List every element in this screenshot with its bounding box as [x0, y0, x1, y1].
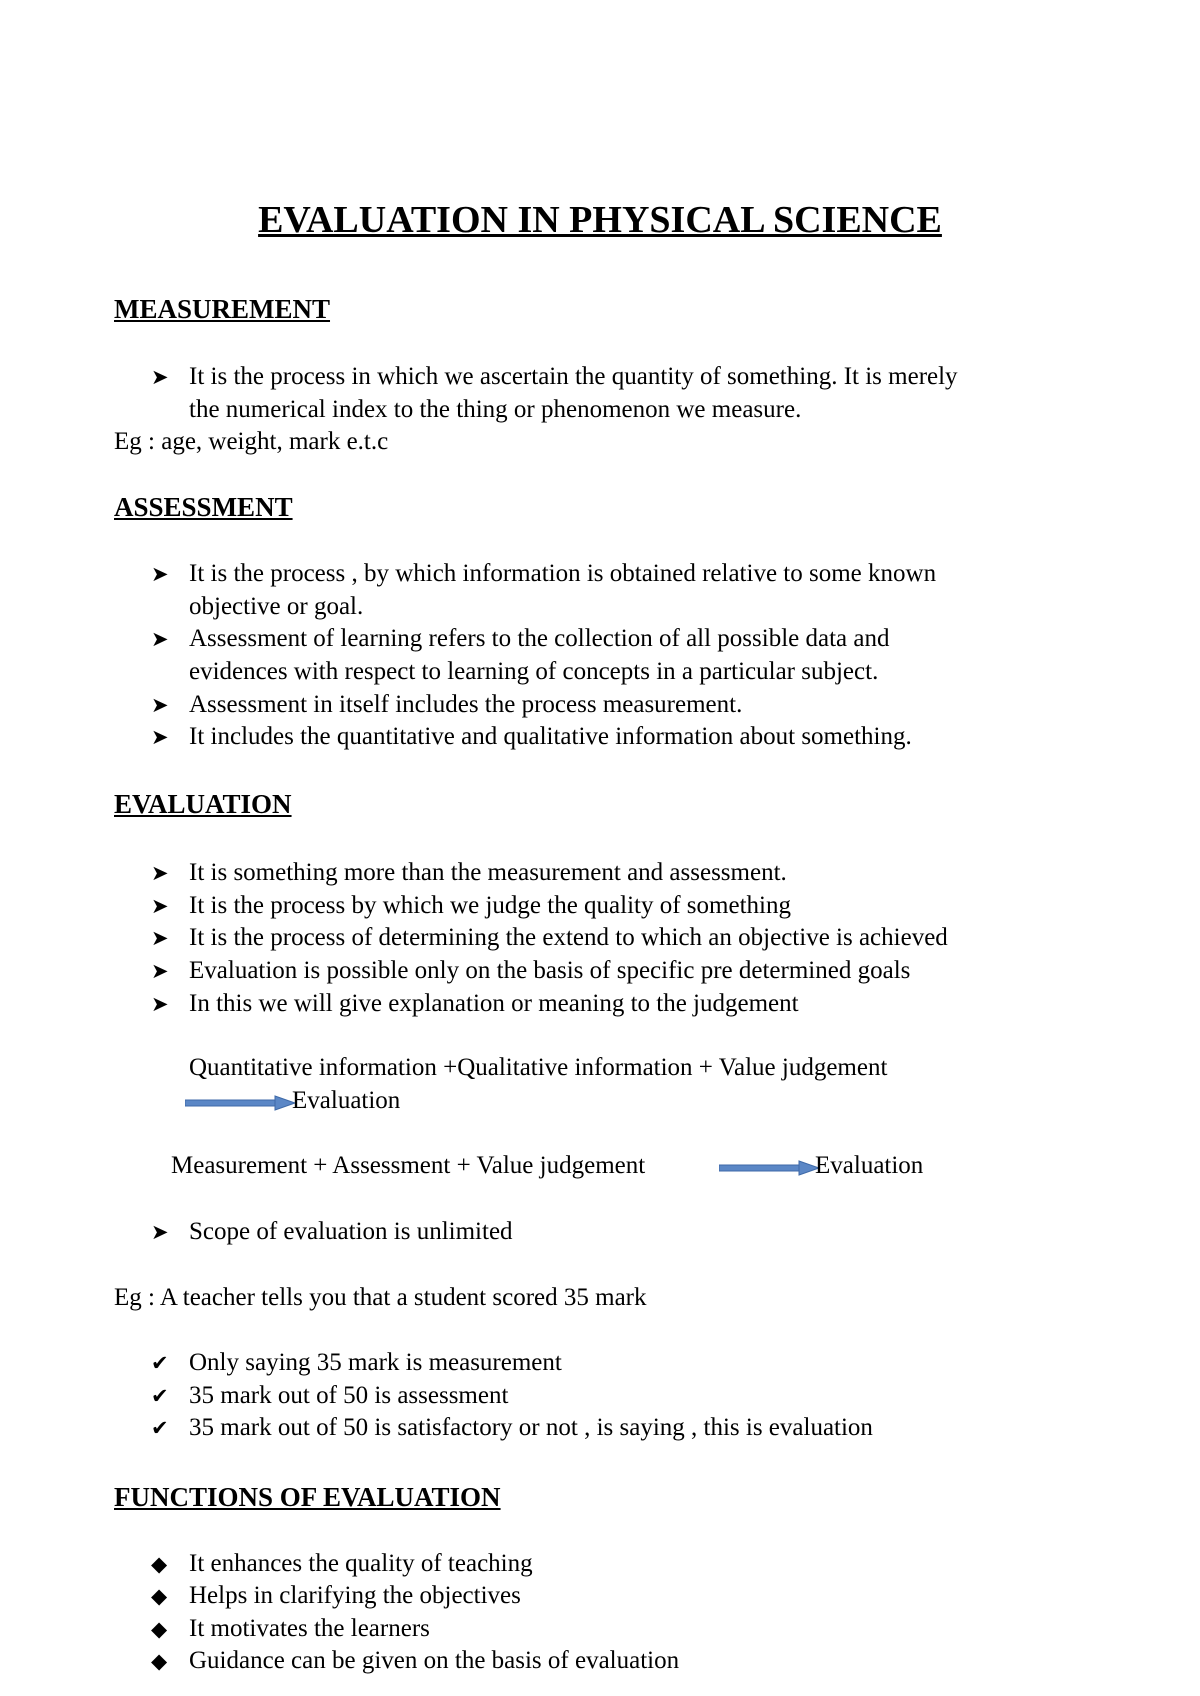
- arrow-bullet-icon: ➤: [151, 926, 169, 950]
- measurement-heading: MEASUREMENT: [114, 294, 331, 324]
- diamond-bullet-icon: ◆: [151, 1617, 168, 1641]
- evaluation-bullet-3: It is the process of determining the extend to which an objective is achieved: [189, 924, 948, 951]
- arrow-bullet-icon: ➤: [151, 992, 169, 1016]
- evaluation-example: Eg : A teacher tells you that a student scored 35 mark: [114, 1284, 647, 1311]
- assessment-bullet-2-line1: Assessment of learning refers to the collection of all possible data and: [189, 625, 890, 652]
- function-item-3: It motivates the learners: [189, 1615, 430, 1642]
- assessment-bullet-1-line1: It is the process , by which information is obtained relative to some known: [189, 560, 937, 587]
- measurement-bullet-line1: It is the process in which we ascertain the quantity of something. It is merely: [189, 363, 958, 390]
- check-item-1: Only saying 35 mark is measurement: [189, 1349, 562, 1376]
- formula-1-result: Evaluation: [292, 1087, 401, 1114]
- measurement-bullet-line2: the numerical index to the thing or phenomenon we measure.: [189, 396, 802, 423]
- formula-2-arrow-icon: [719, 1159, 821, 1177]
- page-title: EVALUATION IN PHYSICAL SCIENCE: [258, 199, 942, 241]
- function-item-1: It enhances the quality of teaching: [189, 1550, 533, 1577]
- assessment-bullet-3: Assessment in itself includes the process measurement.: [189, 691, 743, 718]
- evaluation-bullet-4: Evaluation is possible only on the basis of specific pre determined goals: [189, 957, 911, 984]
- arrow-bullet-icon: ➤: [151, 725, 169, 749]
- diamond-bullet-icon: ◆: [151, 1649, 168, 1673]
- arrow-bullet-icon: ➤: [151, 693, 169, 717]
- evaluation-bullet-1: It is something more than the measurement and assessment.: [189, 859, 787, 886]
- arrow-bullet-icon: ➤: [151, 627, 169, 651]
- evaluation-bullet-6: Scope of evaluation is unlimited: [189, 1218, 513, 1245]
- arrow-bullet-icon: ➤: [151, 1220, 169, 1244]
- assessment-heading: ASSESSMENT: [114, 492, 293, 522]
- arrow-bullet-icon: ➤: [151, 959, 169, 983]
- check-item-2: 35 mark out of 50 is assessment: [189, 1382, 509, 1409]
- function-item-4: Guidance can be given on the basis of evaluation: [189, 1647, 680, 1674]
- checkmark-icon: ✔: [151, 1351, 169, 1375]
- formula-1-left: Quantitative information +Qualitative information + Value judgement: [189, 1054, 888, 1081]
- arrow-bullet-icon: ➤: [151, 861, 169, 885]
- evaluation-bullet-2: It is the process by which we judge the quality of something: [189, 892, 791, 919]
- functions-heading: FUNCTIONS OF EVALUATION: [114, 1482, 501, 1512]
- formula-2-result: Evaluation: [815, 1152, 924, 1179]
- formula-2-left: Measurement + Assessment + Value judgement: [171, 1152, 646, 1179]
- check-item-3: 35 mark out of 50 is satisfactory or not , is saying , this is evaluation: [189, 1414, 873, 1441]
- arrow-bullet-icon: ➤: [151, 365, 169, 389]
- evaluation-bullet-5: In this we will give explanation or meaning to the judgement: [189, 990, 799, 1017]
- evaluation-heading: EVALUATION: [114, 789, 292, 819]
- assessment-bullet-4: It includes the quantitative and qualitative information about something.: [189, 723, 912, 750]
- measurement-example: Eg : age, weight, mark e.t.c: [114, 428, 389, 455]
- arrow-bullet-icon: ➤: [151, 894, 169, 918]
- checkmark-icon: ✔: [151, 1416, 169, 1440]
- function-item-2: Helps in clarifying the objectives: [189, 1582, 521, 1609]
- arrow-bullet-icon: ➤: [151, 562, 169, 586]
- assessment-bullet-2-line2: evidences with respect to learning of concepts in a particular subject.: [189, 658, 879, 685]
- diamond-bullet-icon: ◆: [151, 1584, 168, 1608]
- diamond-bullet-icon: ◆: [151, 1552, 168, 1576]
- formula-1-arrow-icon: [185, 1094, 297, 1112]
- checkmark-icon: ✔: [151, 1384, 169, 1408]
- assessment-bullet-1-line2: objective or goal.: [189, 593, 364, 620]
